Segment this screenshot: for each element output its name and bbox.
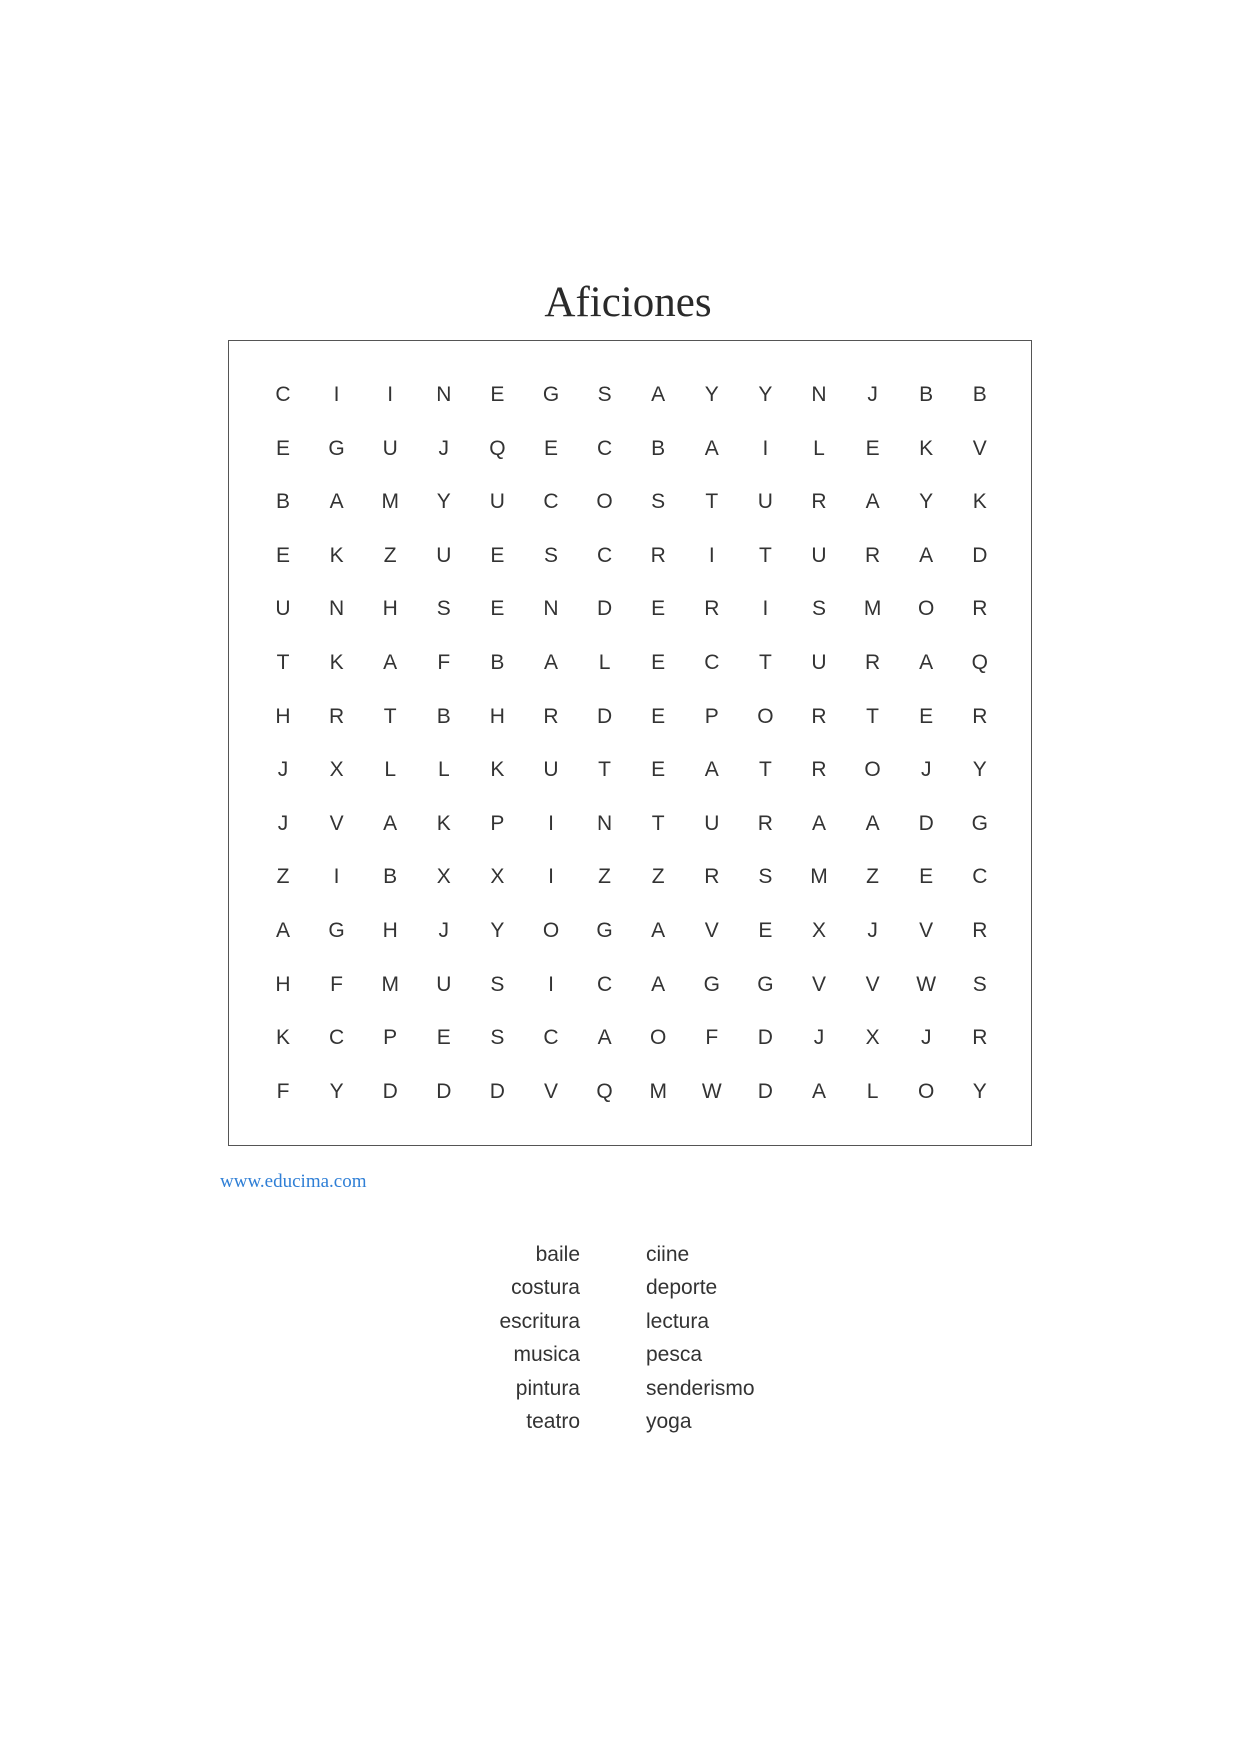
grid-cell: J — [920, 1026, 932, 1050]
grid-cell: R — [972, 597, 988, 621]
grid-cell: X — [490, 865, 505, 889]
grid-cell: V — [704, 919, 719, 942]
grid-cell: A — [275, 919, 290, 942]
grid-cell: A — [651, 383, 666, 406]
grid-cell: R — [811, 704, 827, 728]
grid-cell: E — [651, 758, 666, 782]
grid-cell: L — [866, 1079, 879, 1103]
grid-cell: C — [972, 865, 988, 889]
grid-cell: R — [972, 919, 988, 942]
grid-cell: K — [329, 543, 344, 567]
grid-cell: I — [708, 543, 715, 567]
grid-cell: E — [543, 436, 558, 460]
grid-cell: E — [490, 543, 505, 567]
grid-cell: T — [383, 704, 397, 728]
grid-cell: K — [329, 651, 344, 674]
grid-cell: H — [275, 704, 291, 728]
grid-cell: R — [757, 811, 773, 835]
grid-cell: A — [543, 651, 558, 674]
grid-cell: C — [543, 1026, 559, 1050]
grid-cell: A — [811, 811, 826, 835]
word-list-item: baile — [535, 1243, 580, 1266]
word-list-item: ciine — [646, 1243, 690, 1266]
grid-cell: M — [863, 597, 882, 621]
grid-cell: T — [276, 651, 290, 674]
grid-cell: Q — [596, 1079, 613, 1103]
grid-cell: J — [277, 758, 289, 782]
grid-cell: S — [972, 972, 987, 996]
grid-cell: S — [758, 865, 773, 889]
grid-cell: X — [865, 1026, 880, 1050]
grid-cell: U — [436, 543, 452, 567]
word-list-item: teatro — [526, 1410, 580, 1433]
grid-cell: Z — [383, 543, 397, 567]
grid-cell: J — [920, 758, 932, 782]
grid-cell: H — [382, 597, 398, 621]
letter-grid — [229, 341, 1031, 1145]
grid-cell: E — [758, 919, 773, 942]
grid-cell: R — [811, 490, 827, 514]
grid-cell: S — [490, 1026, 505, 1050]
grid-cell: E — [490, 597, 505, 621]
grid-cell: D — [489, 1079, 505, 1103]
grid-cell: T — [651, 811, 665, 835]
grid-cell: C — [597, 436, 613, 460]
grid-cell: H — [382, 919, 398, 942]
grid-cell: D — [597, 704, 613, 728]
grid-cell: R — [329, 704, 345, 728]
grid-cell: C — [597, 972, 613, 996]
grid-cell: P — [490, 811, 505, 835]
grid-cell: Y — [972, 758, 987, 782]
grid-cell: U — [382, 436, 398, 460]
grid-cell: E — [275, 436, 290, 460]
word-list-item: lectura — [646, 1309, 710, 1333]
grid-cell: R — [704, 865, 720, 889]
grid-cell: F — [276, 1079, 290, 1103]
grid-cell: P — [704, 704, 719, 728]
grid-cell: Y — [704, 383, 719, 406]
word-list-item: yoga — [646, 1410, 692, 1433]
grid-cell: G — [328, 436, 345, 460]
grid-cell: Z — [866, 865, 879, 889]
grid-cell: T — [705, 490, 719, 514]
grid-cell: E — [275, 543, 290, 567]
grid-cell: C — [275, 383, 291, 406]
grid-cell: C — [329, 1026, 345, 1050]
grid-cell: E — [436, 1026, 451, 1050]
grid-cell: A — [329, 490, 344, 514]
grid-cell: C — [704, 651, 720, 674]
grid-cell: R — [704, 597, 720, 621]
grid-cell: S — [597, 383, 612, 406]
grid-cell: R — [865, 543, 881, 567]
grid-cell: E — [651, 651, 666, 674]
grid-cell: T — [598, 758, 611, 782]
grid-cell: I — [333, 383, 340, 406]
grid-cell: V — [329, 811, 344, 835]
grid-cell: R — [865, 651, 881, 674]
grid-cell: O — [596, 490, 613, 514]
grid-cell: D — [757, 1026, 773, 1050]
grid-cell: U — [757, 490, 773, 514]
grid-cell: C — [543, 490, 559, 514]
grid-cell: J — [813, 1026, 825, 1050]
grid-cell: Y — [919, 490, 934, 514]
grid-cell: O — [864, 758, 881, 782]
word-list-item: costura — [511, 1276, 580, 1300]
grid-cell: K — [490, 758, 505, 782]
grid-cell: Y — [436, 490, 451, 514]
grid-cell: G — [757, 972, 774, 996]
grid-cell: H — [275, 972, 291, 996]
grid-cell: E — [651, 704, 666, 728]
grid-cell: D — [757, 1079, 773, 1103]
grid-cell: N — [597, 811, 613, 835]
grid-cell: N — [329, 597, 345, 621]
grid-cell: D — [972, 543, 988, 567]
grid-cell: S — [490, 972, 505, 996]
grid-cell: W — [916, 972, 937, 996]
grid-cell: R — [972, 704, 988, 728]
grid-cell: J — [277, 811, 289, 835]
grid-cell: K — [275, 1026, 290, 1050]
word-list-item: senderismo — [646, 1376, 755, 1400]
grid-cell: X — [436, 865, 451, 889]
grid-cell: F — [330, 972, 343, 996]
grid-cell: G — [703, 972, 720, 996]
grid-cell: L — [384, 758, 397, 782]
grid-cell: G — [328, 919, 345, 942]
grid-cell: F — [705, 1026, 719, 1050]
grid-cell: I — [548, 972, 554, 996]
grid-cell: U — [811, 651, 827, 674]
grid-cell: U — [811, 543, 827, 567]
grid-cell: G — [971, 811, 988, 835]
grid-cell: R — [650, 543, 666, 567]
grid-cell: Y — [490, 919, 505, 942]
grid-cell: G — [542, 383, 560, 406]
grid-cell: M — [381, 972, 399, 996]
word-list-item: pesca — [646, 1343, 703, 1367]
word-list-item: deporte — [646, 1276, 718, 1300]
grid-cell: U — [436, 972, 452, 996]
grid-cell: T — [758, 543, 772, 567]
grid-cell: N — [436, 383, 452, 406]
grid-cell: M — [381, 490, 399, 514]
grid-cell: R — [811, 758, 827, 782]
grid-cell: I — [333, 865, 340, 889]
grid-cell: B — [436, 704, 451, 728]
grid-cell: V — [811, 972, 826, 996]
grid-cell: K — [919, 436, 934, 460]
grid-cell: E — [919, 704, 934, 728]
grid-cell: S — [811, 597, 826, 621]
grid-cell: T — [758, 651, 772, 674]
grid-cell: I — [387, 383, 394, 406]
grid-cell: O — [542, 919, 560, 942]
grid-cell: I — [548, 811, 554, 835]
word-list-item: musica — [513, 1343, 580, 1367]
grid-cell: B — [972, 383, 987, 406]
grid-cell: T — [758, 758, 772, 782]
grid-cell: L — [437, 758, 450, 782]
grid-cell: M — [810, 865, 828, 889]
grid-cell: X — [811, 919, 826, 942]
grid-cell: B — [490, 651, 505, 674]
grid-cell: U — [704, 811, 720, 835]
grid-cell: M — [649, 1079, 667, 1103]
grid-cell: D — [382, 1079, 398, 1103]
grid-cell: O — [757, 704, 774, 728]
grid-cell: E — [490, 383, 505, 406]
word-search-grid — [228, 340, 1032, 1146]
grid-cell: V — [865, 972, 880, 996]
grid-cell: F — [437, 651, 451, 674]
grid-cell: A — [704, 436, 719, 460]
grid-cell: W — [701, 1079, 722, 1103]
grid-cell: A — [704, 758, 719, 782]
grid-cell: A — [651, 919, 666, 942]
grid-cell: A — [383, 651, 398, 674]
grid-cell: Q — [489, 436, 506, 460]
grid-cell: A — [919, 543, 934, 567]
grid-cell: Y — [329, 1079, 344, 1103]
grid-cell: G — [596, 919, 613, 942]
word-list-item: escritura — [499, 1309, 580, 1333]
grid-cell: Z — [598, 865, 611, 889]
grid-cell: I — [762, 597, 769, 621]
grid-cell: Z — [651, 865, 665, 889]
grid-cell: P — [383, 1026, 398, 1050]
grid-cell: J — [867, 919, 878, 942]
grid-cell: X — [329, 758, 344, 782]
grid-cell: A — [865, 490, 880, 514]
grid-cell: U — [489, 490, 505, 514]
grid-cell: O — [918, 597, 935, 621]
grid-cell: A — [811, 1079, 826, 1103]
grid-cell: Y — [972, 1079, 987, 1103]
grid-cell: A — [919, 651, 934, 674]
grid-cell: I — [762, 436, 769, 460]
grid-cell: B — [383, 865, 398, 889]
grid-cell: D — [436, 1079, 452, 1103]
grid-cell: N — [543, 597, 559, 621]
grid-cell: A — [383, 811, 398, 835]
grid-cell: J — [867, 383, 878, 406]
grid-cell: O — [650, 1026, 667, 1050]
grid-cell: T — [866, 704, 879, 728]
grid-cell: E — [865, 436, 880, 460]
grid-cell: V — [972, 436, 987, 460]
grid-cell: E — [651, 597, 666, 621]
word-list-item: pintura — [515, 1376, 580, 1400]
grid-cell: U — [275, 597, 291, 621]
grid-cell: A — [651, 972, 666, 996]
grid-cell: U — [543, 758, 559, 782]
grid-cell: R — [543, 704, 559, 728]
grid-cell: V — [919, 919, 934, 942]
grid-cell: Y — [758, 383, 773, 406]
grid-cell: C — [597, 543, 613, 567]
grid-cell: K — [436, 811, 451, 835]
word-list — [0, 1240, 1241, 1460]
grid-cell: J — [438, 919, 450, 942]
grid-cell: E — [919, 865, 934, 889]
grid-cell: S — [651, 490, 666, 514]
grid-cell: R — [972, 1026, 988, 1050]
grid-cell: K — [972, 490, 987, 514]
grid-cell: A — [865, 811, 880, 835]
grid-cell: Z — [276, 865, 290, 889]
grid-cell: B — [275, 490, 290, 514]
grid-cell: O — [918, 1079, 935, 1103]
grid-cell: A — [597, 1026, 612, 1050]
grid-cell: L — [813, 436, 825, 460]
grid-cell: L — [598, 651, 611, 674]
grid-cell: B — [651, 436, 666, 460]
grid-cell: H — [489, 704, 505, 728]
grid-cell: V — [543, 1079, 558, 1103]
grid-cell: D — [597, 597, 613, 621]
page-title: Aficiones — [544, 279, 712, 326]
grid-cell: J — [438, 436, 450, 460]
grid-cell: D — [918, 811, 934, 835]
grid-cell: B — [919, 383, 934, 406]
grid-cell: S — [543, 543, 558, 567]
grid-cell: N — [811, 383, 827, 406]
grid-cell: Q — [971, 651, 988, 674]
website-link[interactable]: www.educima.com — [220, 1171, 367, 1192]
grid-cell: I — [548, 865, 554, 889]
grid-cell: S — [436, 597, 451, 621]
